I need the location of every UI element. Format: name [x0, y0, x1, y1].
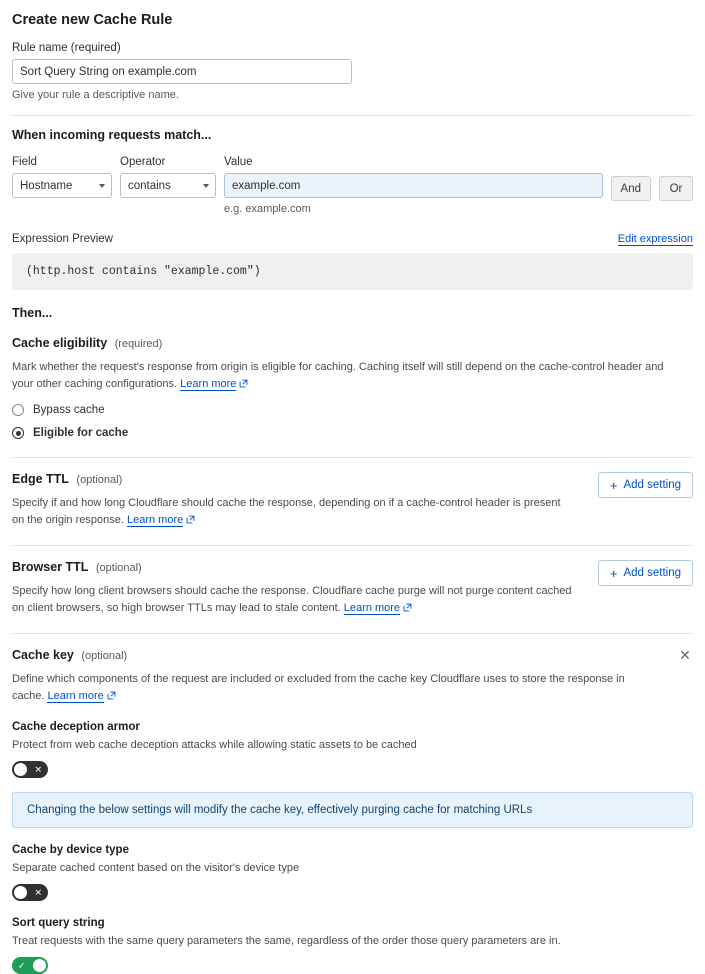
cache-key-description	[12, 671, 657, 705]
sort-query-string-title: Sort query string	[12, 917, 105, 929]
cache-key-optional: (optional)	[81, 650, 128, 662]
sort-query-string-description: Treat requests with the same query parameters the same, regardless of the order those query parameters are in.	[12, 935, 561, 947]
value-input[interactable]	[224, 173, 603, 198]
edge-ttl-text	[12, 470, 578, 529]
edge-ttl-title: Edge TTL	[12, 472, 69, 486]
cache-eligibility-title-row	[12, 334, 693, 352]
cache-deception-armor-title: Cache deception armor	[12, 721, 140, 733]
cache-deception-armor-description: Protect from web cache deception attacks while allowing static assets to be cached	[12, 739, 417, 751]
browser-ttl-title: Browser TTL	[12, 560, 89, 574]
chevron-down-icon	[203, 184, 209, 188]
browser-ttl-title-row	[12, 558, 578, 576]
operator-label: Operator	[120, 156, 166, 168]
radio-eligible-for-cache[interactable]	[12, 427, 24, 439]
edge-ttl-add-setting-label: Add setting	[623, 479, 681, 491]
toggle-knob	[33, 959, 46, 972]
and-button[interactable]: And	[611, 176, 651, 201]
cache-key-title: Cache key	[12, 648, 74, 662]
plus-icon: +	[609, 477, 618, 493]
field-select[interactable]	[12, 173, 112, 198]
then-heading: Then...	[12, 306, 53, 320]
external-link-icon	[107, 689, 116, 706]
expression-label: Expression Preview	[12, 233, 113, 245]
edge-ttl-description-text: Specify if and how long Cloudflare should cache the response, depending on if a cache-control header is present on the origin response.	[12, 497, 561, 526]
match-heading: When incoming requests match...	[12, 128, 212, 142]
toggle-off-icon: ✕	[34, 887, 42, 897]
cache-eligibility-learn-more-link[interactable]: Learn more	[180, 377, 237, 390]
edge-ttl-optional: (optional)	[76, 474, 123, 486]
radio-bypass-cache-label: Bypass cache	[33, 404, 105, 416]
rule-name-helper: Give your rule a descriptive name.	[12, 89, 179, 101]
or-button-wrap	[659, 156, 693, 201]
value-column	[224, 156, 603, 215]
cache-by-device-type-toggle[interactable]	[12, 884, 48, 901]
expression-preview-group	[12, 233, 693, 290]
sort-query-string-group	[12, 917, 693, 974]
expression-header	[12, 233, 693, 246]
chevron-down-icon	[99, 184, 105, 188]
cache-key-description-text: Define which components of the request are included or excluded from the cache key Cloudflare uses to store the response in cache.	[12, 673, 625, 702]
edge-ttl-section	[12, 470, 693, 529]
browser-ttl-optional: (optional)	[95, 562, 142, 574]
cache-eligibility-title: Cache eligibility	[12, 336, 108, 350]
sort-query-string-toggle[interactable]	[12, 957, 48, 974]
operator-select-value: contains	[128, 179, 171, 192]
operator-column	[120, 156, 216, 198]
cache-deception-armor-group	[12, 721, 693, 778]
match-row	[12, 156, 693, 215]
edge-ttl-learn-more-link[interactable]: Learn more	[126, 513, 184, 526]
browser-ttl-description	[12, 583, 578, 617]
rule-name-group	[12, 42, 693, 101]
cache-key-notice: Changing the below settings will modify the cache key, effectively purging cache for matching URLs	[12, 792, 693, 828]
toggle-knob	[14, 763, 27, 776]
browser-ttl-section	[12, 558, 693, 617]
toggle-on-icon: ✓	[18, 960, 26, 970]
edit-expression-link[interactable]: Edit expression	[617, 233, 693, 245]
cache-by-device-type-group	[12, 844, 693, 901]
divider	[12, 457, 693, 458]
rule-name-input[interactable]	[12, 59, 352, 84]
browser-ttl-description-text: Specify how long client browsers should cache the response. Cloudflare cache purge will not purge content cached on client browsers, so high browser TTLs may lead to stale content.	[12, 585, 572, 614]
browser-ttl-add-setting-label: Add setting	[623, 567, 681, 579]
radio-row[interactable]	[12, 404, 693, 416]
external-link-icon	[403, 601, 412, 618]
field-select-value: Hostname	[20, 179, 73, 192]
operator-select[interactable]	[120, 173, 216, 198]
cache-eligibility-description	[12, 359, 684, 393]
browser-ttl-learn-more-link[interactable]: Learn more	[343, 601, 401, 614]
external-link-icon	[239, 377, 248, 394]
toggle-knob	[14, 886, 27, 899]
cache-key-learn-more-link[interactable]: Learn more	[47, 689, 104, 702]
edge-ttl-title-row	[12, 470, 578, 488]
rule-name-label: Rule name (required)	[12, 42, 121, 54]
cache-key-text	[12, 646, 657, 705]
expression-preview-box: (http.host contains "example.com")	[12, 253, 693, 290]
and-button-wrap	[611, 156, 651, 201]
browser-ttl-text	[12, 558, 578, 617]
cache-by-device-type-title: Cache by device type	[12, 844, 129, 856]
edge-ttl-description	[12, 495, 572, 529]
field-label: Field	[12, 156, 37, 168]
or-button[interactable]: Or	[659, 176, 693, 201]
browser-ttl-add-setting-button[interactable]	[598, 560, 693, 586]
cache-key-title-row	[12, 646, 657, 664]
cache-key-section	[12, 646, 693, 705]
radio-row[interactable]	[12, 427, 693, 439]
value-label: Value	[224, 156, 253, 168]
cache-eligibility-section	[12, 334, 693, 439]
cache-by-device-type-description: Separate cached content based on the visitor's device type	[12, 862, 300, 874]
edge-ttl-add-setting-button[interactable]	[598, 472, 693, 498]
plus-icon: +	[609, 565, 618, 581]
external-link-icon	[186, 513, 195, 530]
toggle-off-icon: ✕	[34, 764, 42, 774]
radio-bypass-cache[interactable]	[12, 404, 24, 416]
divider	[12, 545, 693, 546]
page-title: Create new Cache Rule	[12, 12, 173, 28]
divider	[12, 115, 693, 116]
field-column	[12, 156, 112, 198]
close-icon[interactable]: ✕	[679, 647, 691, 663]
divider	[12, 633, 693, 634]
value-hint: e.g. example.com	[224, 203, 311, 215]
cache-eligibility-required: (required)	[114, 338, 163, 350]
cache-eligibility-description-text: Mark whether the request's response from origin is eligible for caching. Caching itself will still depend on the cache-control header and your other caching configurations.	[12, 361, 664, 390]
cache-deception-armor-toggle[interactable]	[12, 761, 48, 778]
radio-eligible-for-cache-label: Eligible for cache	[33, 427, 129, 439]
